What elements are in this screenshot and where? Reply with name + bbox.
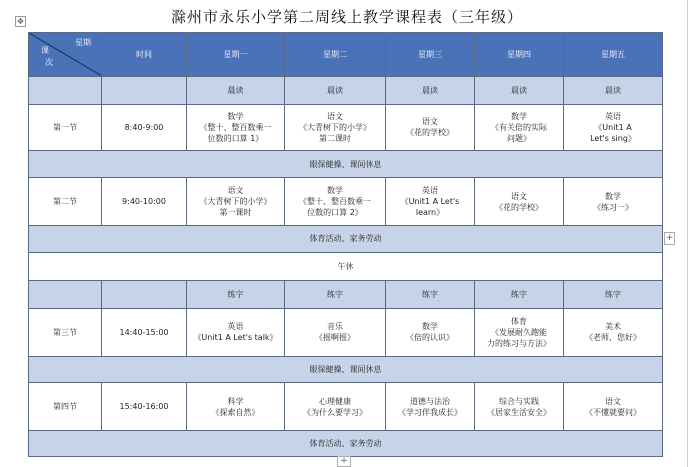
- period-4-row: [29, 383, 663, 431]
- lesson-cell: 数学 《整十、整百数乘一 位数的口算 1》: [187, 104, 285, 151]
- morning-read-cell: 晨读: [386, 76, 475, 104]
- header-day-mon: 星期一: [187, 33, 285, 77]
- activity-cell: 体育活动、家务劳动: [29, 226, 663, 253]
- lesson-cell: 数学 《练习一》: [564, 178, 663, 226]
- add-row-plus-icon[interactable]: +: [337, 456, 351, 467]
- header-row: [29, 33, 663, 77]
- lesson-cell: 心理健康 《为什么要学习》: [285, 383, 386, 431]
- lesson-cell: 语文 《不懂就要问》: [564, 383, 663, 431]
- lesson-cell: 英语 《Unit1 A Let's learn》: [386, 178, 475, 226]
- writing-cell: 练字: [187, 281, 285, 309]
- lesson-cell: 数学 《倍的认识》: [386, 308, 475, 356]
- morning-read-cell: 晨读: [564, 76, 663, 104]
- morning-read-cell: 晨读: [285, 76, 386, 104]
- writing-cell: 练字: [386, 281, 475, 309]
- activity-cell: 体育活动、家务劳动: [29, 431, 663, 457]
- header-day-tue: 星期二: [285, 33, 386, 77]
- lesson-cell: 语文 《花的学校》: [475, 178, 564, 226]
- morning-read-cell: 晨读: [475, 76, 564, 104]
- corner-period-label: 课 次: [41, 46, 53, 67]
- table-cell: [102, 76, 187, 104]
- lesson-cell: 语文 《大青树下的小学》 第一课时: [187, 178, 285, 226]
- lesson-cell: 科学 《探索自然》: [187, 383, 285, 431]
- morning-read-row: [29, 76, 663, 104]
- lesson-cell: 语文 《花的学校》: [386, 104, 475, 151]
- header-day-wed: 星期三: [386, 33, 475, 77]
- break-row-1: [29, 151, 663, 178]
- period-1-row: [29, 104, 663, 151]
- period-3-row: [29, 308, 663, 356]
- noon-rest-row: [29, 252, 663, 281]
- period-2-row: [29, 178, 663, 226]
- period-time: 8:40-9:00: [102, 104, 187, 151]
- lesson-cell: 数学 《整十、整百数乘一 位数的口算 2》: [285, 178, 386, 226]
- morning-read-cell: 晨读: [187, 76, 285, 104]
- page-edge: [687, 0, 688, 467]
- corner-weekday-label: 星期: [75, 38, 91, 47]
- period-label: 第三节: [29, 308, 102, 356]
- lesson-cell: 语文 《大青树下的小学》 第二课时: [285, 104, 386, 151]
- corner-cell: [29, 33, 102, 77]
- lesson-cell: 体育 《发展耐久跑能 力的练习与方法》: [475, 308, 564, 356]
- writing-practice-row: [29, 281, 663, 309]
- writing-cell: 练字: [475, 281, 564, 309]
- break-cell: 眼保健操、课间休息: [29, 151, 663, 178]
- table-cell: [29, 76, 102, 104]
- period-time: 14:40-15:00: [102, 308, 187, 356]
- table-move-handle-icon[interactable]: ✥: [15, 16, 26, 27]
- break-row-2: [29, 356, 663, 383]
- lesson-cell: 美术 《老师，您好》: [564, 308, 663, 356]
- period-label: 第一节: [29, 104, 102, 151]
- lesson-cell: 英语 《Unit1 A Let's talk》: [187, 308, 285, 356]
- lesson-cell: 道德与法治 《学习伴我成长》: [386, 383, 475, 431]
- period-label: 第二节: [29, 178, 102, 226]
- header-day-fri: 星期五: [564, 33, 663, 77]
- lesson-cell: 数学 《有关倍的实际 问题》: [475, 104, 564, 151]
- add-column-plus-icon[interactable]: +: [665, 233, 674, 243]
- writing-cell: 练字: [564, 281, 663, 309]
- period-time: 9:40-10:00: [102, 178, 187, 226]
- period-time: 15:40-16:00: [102, 383, 187, 431]
- period-label: 第四节: [29, 383, 102, 431]
- schedule-table: [28, 32, 663, 457]
- table-cell: [102, 281, 187, 309]
- writing-cell: 练字: [285, 281, 386, 309]
- activity-row-1: [29, 226, 663, 253]
- lesson-cell: 综合与实践 《居家生活安全》: [475, 383, 564, 431]
- header-day-thu: 星期四: [475, 33, 564, 77]
- table-cell: [29, 281, 102, 309]
- break-cell: 眼保健操、课间休息: [29, 356, 663, 383]
- activity-row-2: [29, 431, 663, 457]
- document-title: 滁州市永乐小学第二周线上教学课程表（三年级）: [170, 8, 523, 26]
- noon-rest-cell: 午休: [29, 252, 663, 281]
- header-time: 时间: [102, 33, 187, 77]
- lesson-cell: 音乐 《摇啊摇》: [285, 308, 386, 356]
- lesson-cell: 英语 《Unit1 A Let's sing》: [564, 104, 663, 151]
